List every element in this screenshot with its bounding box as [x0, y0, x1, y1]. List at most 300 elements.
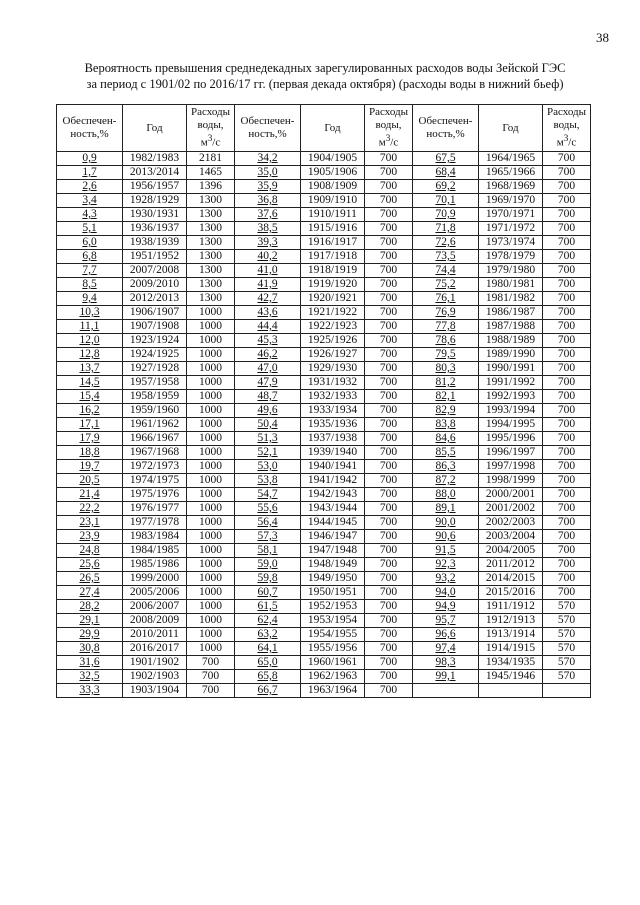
probability-cell: 17,1: [57, 418, 123, 432]
table-row: [57, 474, 591, 488]
table-row: [57, 194, 591, 208]
flow-cell: 700: [543, 544, 591, 558]
flow-cell: 1000: [187, 502, 235, 516]
year-cell: 1942/1943: [301, 488, 365, 502]
flow-cell: 700: [365, 670, 413, 684]
year-cell: 1925/1926: [301, 334, 365, 348]
flow-cell: 700: [543, 180, 591, 194]
flow-cell: 700: [543, 558, 591, 572]
header-year: Год: [479, 105, 543, 152]
probability-cell: 25,6: [57, 558, 123, 572]
probability-cell: 4,3: [57, 208, 123, 222]
flow-cell: 1300: [187, 236, 235, 250]
table-header-row: [57, 105, 591, 152]
table-row: [57, 264, 591, 278]
flow-cell: 1000: [187, 488, 235, 502]
year-cell: 2010/2011: [123, 628, 187, 642]
year-cell: 2015/2016: [479, 586, 543, 600]
probability-cell: 57,3: [235, 530, 301, 544]
flow-cell: 1000: [187, 446, 235, 460]
flow-cell: 700: [543, 292, 591, 306]
table-row: [57, 516, 591, 530]
year-cell: 1918/1919: [301, 264, 365, 278]
probability-cell: 67,5: [413, 152, 479, 166]
year-cell: 2007/2008: [123, 264, 187, 278]
flow-cell: 1300: [187, 250, 235, 264]
probability-cell: 90,6: [413, 530, 479, 544]
probability-cell: 45,3: [235, 334, 301, 348]
probability-cell: 68,4: [413, 166, 479, 180]
year-cell: 1917/1918: [301, 250, 365, 264]
flow-cell: 700: [365, 516, 413, 530]
probability-cell: 36,8: [235, 194, 301, 208]
probability-cell: 3,4: [57, 194, 123, 208]
flow-cell: 700: [543, 222, 591, 236]
probability-cell: 77,8: [413, 320, 479, 334]
year-cell: 1909/1910: [301, 194, 365, 208]
flow-cell: 700: [365, 684, 413, 698]
probability-cell: 58,1: [235, 544, 301, 558]
probability-cell: 29,1: [57, 614, 123, 628]
header-probability: Обеспечен- ность,%: [57, 105, 123, 152]
table-row: [57, 642, 591, 656]
probability-cell: 55,6: [235, 502, 301, 516]
probability-cell: 85,5: [413, 446, 479, 460]
probability-cell: 28,2: [57, 600, 123, 614]
flow-cell: 700: [543, 306, 591, 320]
flow-cell: 700: [365, 614, 413, 628]
flow-cell: 1300: [187, 222, 235, 236]
flow-cell: 700: [365, 404, 413, 418]
year-cell: 1931/1932: [301, 376, 365, 390]
probability-cell: 56,4: [235, 516, 301, 530]
flow-cell: 1000: [187, 530, 235, 544]
table-row: [57, 488, 591, 502]
year-cell: 1943/1944: [301, 502, 365, 516]
probability-cell: 70,9: [413, 208, 479, 222]
year-cell: 1952/1953: [301, 600, 365, 614]
flow-cell: 700: [543, 208, 591, 222]
year-cell: 1935/1936: [301, 418, 365, 432]
table-row: [57, 180, 591, 194]
flow-cell: 700: [365, 642, 413, 656]
year-cell: 1957/1958: [123, 376, 187, 390]
year-cell: 1926/1927: [301, 348, 365, 362]
probability-cell: 19,7: [57, 460, 123, 474]
header-probability: Обеспечен- ность,%: [413, 105, 479, 152]
probability-cell: 69,2: [413, 180, 479, 194]
title-line-2: за период с 1901/02 по 2016/17 гг. (первая декада октября) (расходы воды в нижний бьеф): [86, 77, 564, 91]
probability-cell: 99,1: [413, 670, 479, 684]
flow-cell: 700: [543, 446, 591, 460]
probability-cell: 35,9: [235, 180, 301, 194]
header-flow: Расходы воды, $м^3/с$: [543, 105, 591, 152]
flow-cell: 700: [365, 474, 413, 488]
year-cell: 1946/1947: [301, 530, 365, 544]
flow-cell: 1300: [187, 278, 235, 292]
probability-cell: 96,6: [413, 628, 479, 642]
flow-cell: 700: [543, 586, 591, 600]
probability-cell: 1,7: [57, 166, 123, 180]
header-flow: Расходы воды, $м^3/с$: [365, 105, 413, 152]
table-row: [57, 614, 591, 628]
table-row: [57, 236, 591, 250]
probability-cell: 5,1: [57, 222, 123, 236]
flow-cell: 700: [365, 558, 413, 572]
probability-cell: 98,3: [413, 656, 479, 670]
year-cell: 1910/1911: [301, 208, 365, 222]
probability-cell: 65,0: [235, 656, 301, 670]
flow-cell: 2181: [187, 152, 235, 166]
year-cell: 1939/1940: [301, 446, 365, 460]
year-cell: 1991/1992: [479, 376, 543, 390]
probability-cell: 62,4: [235, 614, 301, 628]
flow-cell: 570: [543, 656, 591, 670]
year-cell: 1995/1996: [479, 432, 543, 446]
flow-cell: 1300: [187, 194, 235, 208]
probability-cell: 35,0: [235, 166, 301, 180]
year-cell: 1907/1908: [123, 320, 187, 334]
year-cell: 2009/2010: [123, 278, 187, 292]
year-cell: 1996/1997: [479, 446, 543, 460]
probability-cell: 42,7: [235, 292, 301, 306]
probability-cell: 12,8: [57, 348, 123, 362]
year-cell: 1968/1969: [479, 180, 543, 194]
probability-cell: 72,6: [413, 236, 479, 250]
probability-cell: 83,8: [413, 418, 479, 432]
year-cell: 1987/1988: [479, 320, 543, 334]
table-row: [57, 544, 591, 558]
year-cell: 1949/1950: [301, 572, 365, 586]
year-cell: 1938/1939: [123, 236, 187, 250]
probability-cell: 33,3: [57, 684, 123, 698]
probability-cell: 44,4: [235, 320, 301, 334]
flow-cell: 700: [365, 460, 413, 474]
probability-cell: 82,1: [413, 390, 479, 404]
table-row: [57, 502, 591, 516]
table-row: [57, 418, 591, 432]
probability-cell: 10,3: [57, 306, 123, 320]
flow-cell: 1000: [187, 614, 235, 628]
year-cell: 1922/1923: [301, 320, 365, 334]
probability-cell: 70,1: [413, 194, 479, 208]
year-cell: 1904/1905: [301, 152, 365, 166]
probability-cell: 95,7: [413, 614, 479, 628]
probability-cell: 38,5: [235, 222, 301, 236]
year-cell: 1981/1982: [479, 292, 543, 306]
flow-cell: 700: [543, 166, 591, 180]
year-cell: 1959/1960: [123, 404, 187, 418]
year-cell: 2001/2002: [479, 502, 543, 516]
flow-cell: 570: [543, 628, 591, 642]
flow-cell: 700: [543, 390, 591, 404]
probability-cell: 91,5: [413, 544, 479, 558]
year-cell: 1990/1991: [479, 362, 543, 376]
year-cell: 1929/1930: [301, 362, 365, 376]
year-cell: 1927/1928: [123, 362, 187, 376]
probability-cell: 6,0: [57, 236, 123, 250]
probability-cell: 61,5: [235, 600, 301, 614]
year-cell: 2006/2007: [123, 600, 187, 614]
year-cell: 1945/1946: [479, 670, 543, 684]
probability-cell: 63,2: [235, 628, 301, 642]
probability-cell: 76,1: [413, 292, 479, 306]
year-cell: 1976/1977: [123, 502, 187, 516]
flow-cell: 700: [543, 432, 591, 446]
year-cell: 1944/1945: [301, 516, 365, 530]
flow-cell: 700: [365, 362, 413, 376]
probability-cell: 22,2: [57, 502, 123, 516]
flow-cell: 700: [365, 488, 413, 502]
header-probability: Обеспечен- ность,%: [235, 105, 301, 152]
probability-cell: 76,9: [413, 306, 479, 320]
year-cell: 2000/2001: [479, 488, 543, 502]
year-cell: 1962/1963: [301, 670, 365, 684]
year-cell: 1978/1979: [479, 250, 543, 264]
flow-cell: 1000: [187, 544, 235, 558]
year-cell: 1980/1981: [479, 278, 543, 292]
table-row: [57, 362, 591, 376]
flow-cell: 700: [543, 334, 591, 348]
flow-cell: 700: [365, 530, 413, 544]
probability-cell: 43,6: [235, 306, 301, 320]
table-row: [57, 376, 591, 390]
year-cell: 1984/1985: [123, 544, 187, 558]
probability-cell: 60,7: [235, 586, 301, 600]
year-cell: 1912/1913: [479, 614, 543, 628]
year-cell: 1905/1906: [301, 166, 365, 180]
table-row: [57, 222, 591, 236]
document-title: [60, 60, 590, 92]
flow-cell: 700: [365, 250, 413, 264]
flow-cell: 700: [543, 194, 591, 208]
flow-cell: 700: [365, 376, 413, 390]
flow-cell: 1000: [187, 306, 235, 320]
year-cell: 1941/1942: [301, 474, 365, 488]
year-cell: 1961/1962: [123, 418, 187, 432]
flow-cell: 700: [543, 152, 591, 166]
probability-cell: 90,0: [413, 516, 479, 530]
flow-cell: 700: [365, 628, 413, 642]
year-cell: 1928/1929: [123, 194, 187, 208]
flow-cell: 700: [365, 334, 413, 348]
year-cell: 1973/1974: [479, 236, 543, 250]
probability-cell: 78,6: [413, 334, 479, 348]
year-cell: 1916/1917: [301, 236, 365, 250]
table-row: [57, 446, 591, 460]
flow-cell: 570: [543, 614, 591, 628]
probability-cell: 80,3: [413, 362, 479, 376]
flow-cell: 1000: [187, 628, 235, 642]
flow-cell: 1000: [187, 390, 235, 404]
table-row: [57, 530, 591, 544]
year-cell: 1994/1995: [479, 418, 543, 432]
probability-cell: 8,5: [57, 278, 123, 292]
probability-cell: 48,7: [235, 390, 301, 404]
probability-cell: 14,5: [57, 376, 123, 390]
year-cell: 1914/1915: [479, 642, 543, 656]
flow-cell: 1000: [187, 320, 235, 334]
flow-cell: 700: [543, 250, 591, 264]
probability-cell: 88,0: [413, 488, 479, 502]
table-row: [57, 656, 591, 670]
probability-cell: 89,1: [413, 502, 479, 516]
probability-cell: 82,9: [413, 404, 479, 418]
probability-cell: 0,9: [57, 152, 123, 166]
year-cell: 1901/1902: [123, 656, 187, 670]
table-row: [57, 306, 591, 320]
table-row: [57, 684, 591, 698]
flow-cell: 1000: [187, 348, 235, 362]
year-cell: 1966/1967: [123, 432, 187, 446]
probability-cell: 2,6: [57, 180, 123, 194]
flow-cell: 700: [543, 460, 591, 474]
year-cell: 1951/1952: [123, 250, 187, 264]
page-number: 38: [596, 30, 609, 45]
probability-cell: 26,5: [57, 572, 123, 586]
flow-cell: 1000: [187, 432, 235, 446]
flow-cell: 1000: [187, 362, 235, 376]
year-cell: 1989/1990: [479, 348, 543, 362]
flow-cell: 1000: [187, 474, 235, 488]
flow-cell: 1000: [187, 460, 235, 474]
probability-cell: 40,2: [235, 250, 301, 264]
probability-cell: 31,6: [57, 656, 123, 670]
flow-cell: 1465: [187, 166, 235, 180]
probability-cell: 92,3: [413, 558, 479, 572]
flow-cell: 700: [543, 376, 591, 390]
probability-cell: 23,9: [57, 530, 123, 544]
probability-cell: 53,0: [235, 460, 301, 474]
probability-cell: 47,0: [235, 362, 301, 376]
probability-cell: 27,4: [57, 586, 123, 600]
flow-cell: 700: [365, 292, 413, 306]
flow-cell: 700: [543, 236, 591, 250]
year-cell: 1969/1970: [479, 194, 543, 208]
year-cell: 1915/1916: [301, 222, 365, 236]
probability-cell: [413, 684, 479, 698]
flow-cell: 1000: [187, 404, 235, 418]
probability-cell: 12,0: [57, 334, 123, 348]
probability-cell: 65,8: [235, 670, 301, 684]
flow-cell: 700: [543, 348, 591, 362]
year-cell: 1958/1959: [123, 390, 187, 404]
probability-cell: 94,0: [413, 586, 479, 600]
probability-cell: 51,3: [235, 432, 301, 446]
year-cell: 1988/1989: [479, 334, 543, 348]
probability-cell: 9,4: [57, 292, 123, 306]
probability-cell: 94,9: [413, 600, 479, 614]
probability-cell: 29,9: [57, 628, 123, 642]
flow-cell: 1396: [187, 180, 235, 194]
year-cell: 1913/1914: [479, 628, 543, 642]
header-year: Год: [301, 105, 365, 152]
probability-cell: 59,0: [235, 558, 301, 572]
year-cell: 1932/1933: [301, 390, 365, 404]
probability-cell: 11,1: [57, 320, 123, 334]
year-cell: 1908/1909: [301, 180, 365, 194]
flow-cell: 700: [365, 600, 413, 614]
probability-cell: 64,1: [235, 642, 301, 656]
probability-cell: 17,9: [57, 432, 123, 446]
table-row: [57, 628, 591, 642]
year-cell: 2002/2003: [479, 516, 543, 530]
year-cell: 1955/1956: [301, 642, 365, 656]
year-cell: [479, 684, 543, 698]
flow-cell: 700: [365, 208, 413, 222]
table-row: [57, 558, 591, 572]
flow-cell: 700: [365, 180, 413, 194]
flow-cell: 700: [365, 502, 413, 516]
probability-cell: 6,8: [57, 250, 123, 264]
probability-cell: 87,2: [413, 474, 479, 488]
probability-cell: 59,8: [235, 572, 301, 586]
flow-cell: 700: [187, 656, 235, 670]
table-row: [57, 250, 591, 264]
flow-cell: 700: [543, 474, 591, 488]
year-cell: 1986/1987: [479, 306, 543, 320]
year-cell: 1963/1964: [301, 684, 365, 698]
year-cell: 1998/1999: [479, 474, 543, 488]
year-cell: 1934/1935: [479, 656, 543, 670]
flow-cell: 1000: [187, 572, 235, 586]
flow-cell: 570: [543, 670, 591, 684]
probability-cell: 16,2: [57, 404, 123, 418]
year-cell: 1999/2000: [123, 572, 187, 586]
flow-cell: 700: [365, 222, 413, 236]
probability-cell: 53,8: [235, 474, 301, 488]
year-cell: 2003/2004: [479, 530, 543, 544]
probability-cell: 34,2: [235, 152, 301, 166]
flow-cell: 700: [365, 572, 413, 586]
flow-cell: 700: [543, 264, 591, 278]
probability-cell: 49,6: [235, 404, 301, 418]
table-row: [57, 334, 591, 348]
year-cell: 1947/1948: [301, 544, 365, 558]
year-cell: 1950/1951: [301, 586, 365, 600]
table-row: [57, 404, 591, 418]
flow-cell: 700: [543, 516, 591, 530]
probability-cell: 66,7: [235, 684, 301, 698]
probability-cell: 7,7: [57, 264, 123, 278]
probability-cell: 46,2: [235, 348, 301, 362]
header-year: Год: [123, 105, 187, 152]
flow-cell: 700: [543, 502, 591, 516]
flow-cell: 700: [187, 684, 235, 698]
probability-cell: 18,8: [57, 446, 123, 460]
flow-cell: 700: [543, 362, 591, 376]
table-row: [57, 670, 591, 684]
flow-cell: 700: [365, 418, 413, 432]
flow-cell: 700: [543, 530, 591, 544]
flow-cell: 1000: [187, 642, 235, 656]
year-cell: 1937/1938: [301, 432, 365, 446]
probability-cell: 84,6: [413, 432, 479, 446]
year-cell: 1960/1961: [301, 656, 365, 670]
year-cell: 1971/1972: [479, 222, 543, 236]
flow-cell: 700: [543, 404, 591, 418]
year-cell: 1921/1922: [301, 306, 365, 320]
flow-cell: 700: [365, 236, 413, 250]
year-cell: 1911/1912: [479, 600, 543, 614]
year-cell: 1992/1993: [479, 390, 543, 404]
year-cell: 1933/1934: [301, 404, 365, 418]
year-cell: 1983/1984: [123, 530, 187, 544]
year-cell: 1965/1966: [479, 166, 543, 180]
flow-cell: 700: [365, 306, 413, 320]
flow-cell: 1300: [187, 208, 235, 222]
table-row: [57, 432, 591, 446]
